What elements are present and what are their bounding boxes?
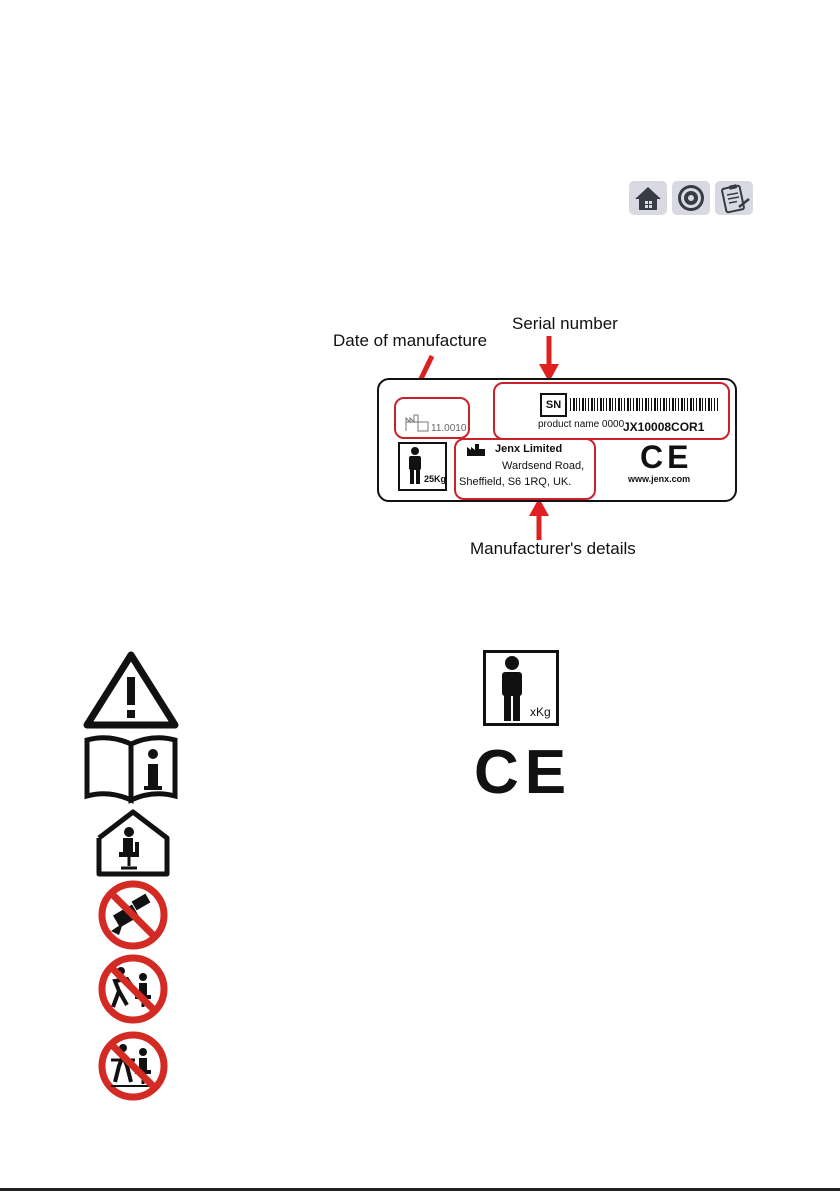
read-instructions-icon — [83, 734, 179, 804]
sn-box: SN — [540, 393, 567, 417]
weight-limit-box — [398, 442, 447, 491]
date-value: 11.0010 — [431, 423, 467, 434]
no-pushing-icon — [97, 953, 169, 1025]
address-line-1: Wardsend Road, — [502, 460, 585, 472]
warning-triangle-icon — [83, 651, 179, 729]
no-cutting-icon — [97, 879, 169, 951]
factory-outline-icon — [405, 414, 429, 432]
website: www.jenx.com — [628, 474, 691, 484]
serial-number-callout: Serial number — [512, 314, 618, 333]
product-label — [377, 378, 737, 502]
max-user-weight-symbol — [483, 650, 559, 726]
person-icon — [404, 446, 426, 486]
manufacturers-details-callout: Manufacturer's details — [470, 539, 636, 558]
indoor-use-icon — [95, 808, 171, 878]
weight-value: 25Kg — [424, 474, 447, 484]
date-of-manufacture-callout: Date of manufacture — [333, 331, 488, 350]
barcode — [570, 398, 718, 411]
address-line-2: Sheffield, S6 1RQ, UK. — [459, 476, 572, 488]
product-name: product name 0000 — [538, 419, 625, 430]
weight-symbol-label: xKg — [530, 705, 551, 719]
factory-filled-icon — [467, 444, 485, 456]
ce-symbol: CE — [474, 738, 573, 807]
no-playing-icon — [97, 1030, 169, 1102]
footer-rule — [0, 1188, 840, 1191]
manufacturer-name: Jenx Limited — [495, 443, 563, 455]
ce-mark: CE — [640, 439, 693, 475]
serial-code: JX10008COR1 — [623, 420, 705, 434]
